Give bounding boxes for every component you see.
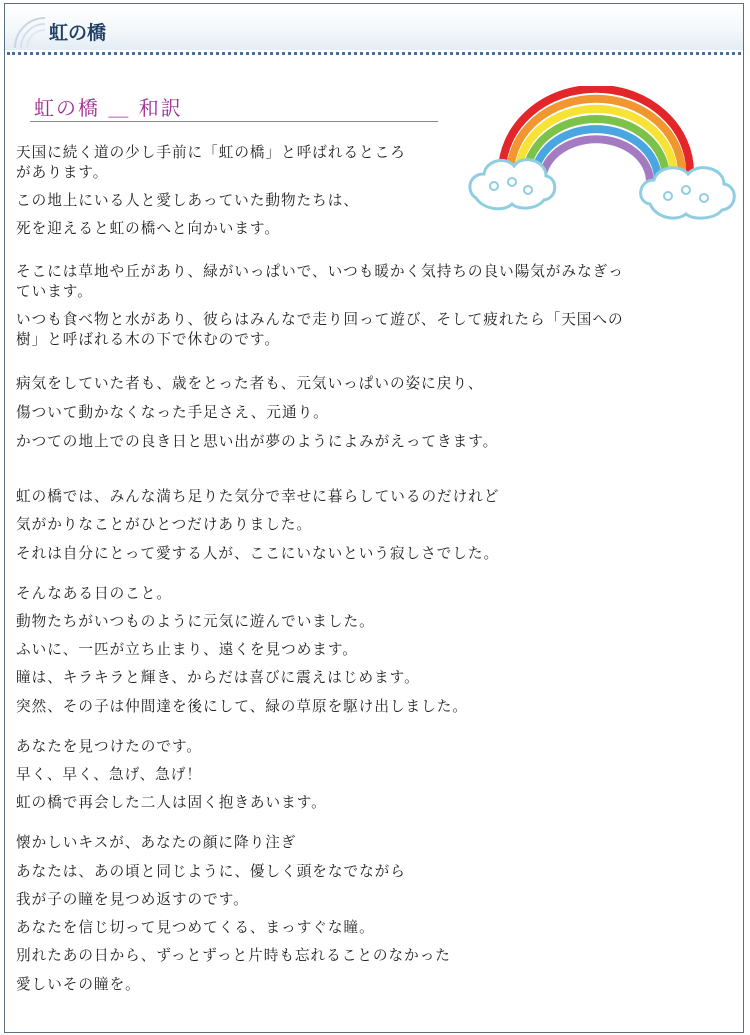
text-line: あなたは、あの頃と同じように、優しく頭をなでながら [16,863,406,880]
text-line: 懐かしいキスが、あなたの顔に降り注ぎ [16,834,297,851]
text-line: 死を迎えると虹の橋へと向かいます。 [16,220,280,237]
text-line: それは自分にとって愛する人が、ここにいないという寂しさでした。 [16,545,500,562]
text-line: 突然、その子は仲間達を後にして、緑の草原を駆け出しました。 [16,698,468,715]
text-line: あなたを信じ切って見つめてくる、まっすぐな瞳。 [16,919,375,936]
text-line: 動物たちがいつものように元気に遊んでいました。 [16,613,375,630]
text-line: 傷ついて動かなくなった手足さえ、元通り。 [16,404,329,421]
text-line: 愛しいその瞳を。 [16,976,141,993]
page-title: 虹の橋 [49,22,107,44]
text-line: 早く、早く、急げ、急げ！ [16,766,202,783]
text-line: そこには草地や丘があり、緑がいっぱいで、いつも暖かく気持ちの良い陽気がみなぎっ [16,263,624,280]
text-line: 別れたあの日から、ずっとずっと片時も忘れることのなかった [16,947,451,964]
text-line: 虹の橋では、みんな満ち足りた気分で幸せに暮らしているのだけれど [16,488,500,505]
rainbow-icon [466,86,742,220]
text-line: 天国に続く道の少し手前に「虹の橋」と呼ばれるところ [16,144,406,161]
arc-decoration-icon [11,8,47,48]
text-line: 気がかりなことがひとつだけありました。 [16,516,312,533]
text-line: 我が子の瞳を見つめ返すのです。 [16,891,249,908]
text-line: かつての地上での良き日と思い出が夢のようによみがえってきます。 [16,433,499,450]
text-line: ふいに、一匹が立ち止まり、遠くを見つめます。 [16,641,358,658]
text-line: あなたを見つけたのです。 [16,738,202,755]
text-line: 瞳は、キラキラと輝き、からだは喜びに震えはじめます。 [16,669,420,686]
text-line: 病気をしていた者も、歳をとった者も、元気いっぱいの姿に戻り、 [16,375,484,392]
text-line: この地上にいる人と愛しあっていた動物たちは、 [16,192,359,209]
header-bar [5,4,743,50]
text-line: 樹」と呼ばれる木の下で休むのです。 [16,331,280,348]
text-line: いつも食べ物と水があり、彼らはみんなで走り回って遊び、そして疲れたら「天国への [16,311,624,328]
text-line: があります。 [16,164,109,181]
cloud-left-icon [470,160,555,209]
text-line: 虹の橋で再会した二人は固く抱きあいます。 [16,794,327,811]
text-line: ています。 [16,283,93,300]
header-divider [7,52,741,55]
subtitle-underline [30,121,438,122]
text-line: そんなある日のこと。 [16,585,172,602]
section-subtitle: 虹の橋 ＿ 和訳 [34,96,183,120]
